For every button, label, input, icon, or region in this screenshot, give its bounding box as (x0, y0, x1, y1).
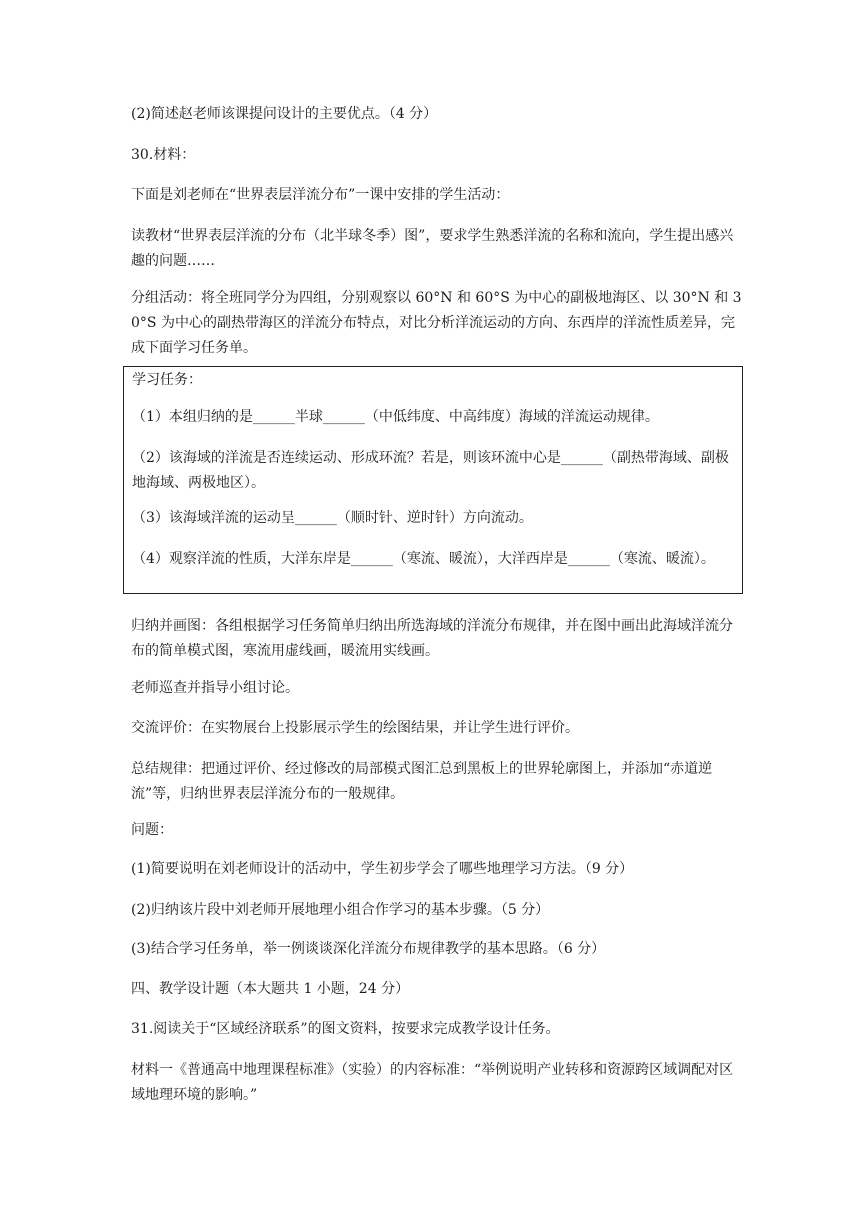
q30-activity-read: 读教材“世界表层洋流的分布（北半球冬季）图”，要求学生熟悉洋流的名称和流向，学生提出感兴趣的问题…… (131, 228, 734, 269)
task-item-2: （2）该海域的洋流是否连续运动、形成环流？若是，则该环流中心是______（副热带海域、副极地海域、两极地区）。 (132, 450, 729, 491)
q30-questions-label: 问题： (131, 822, 173, 838)
task-item-1: （1）本组归纳的是______半球______（中低纬度、中高纬度）海域的洋流运动规律。 (132, 409, 659, 425)
q29-subquestion-2: (2)简述赵老师该课提问设计的主要优点。（4 分） (131, 106, 438, 122)
q30-activity-rule: 总结规律：把通过评价、经过修改的局部模式图汇总到黑板上的世界轮廓图上，并添加“赤道逆流”等，归纳世界表层洋流分布的一般规律。 (131, 761, 713, 802)
q31-prompt: 31.阅读关于“区域经济联系”的图文资料，按要求完成教学设计任务。 (131, 1021, 560, 1037)
q30-activity-exchange: 交流评价：在实物展台上投影展示学生的绘图结果，并让学生进行评价。 (131, 720, 579, 736)
q30-intro: 下面是刘老师在“世界表层洋流分布”一课中安排的学生活动： (131, 187, 510, 203)
q30-activity-group: 分组活动：将全班同学分为四组，分别观察以 60°N 和 60°S 为中心的副极地海区、以 30°N 和 30°S 为中心的副热带海区的洋流分布特点，对比分析洋流运动的方向、东西岸的洋流性质差异，完成下面学习任务单。 (131, 290, 742, 356)
q30-number: 30.材料： (131, 147, 196, 163)
q31-material-1: 材料一《普通高中地理课程标准》（实验）的内容标准：“举例说明产业转移和资源跨区域调配对区域地理环境的影响。” (131, 1062, 734, 1103)
task-sheet-title: 学习任务： (132, 372, 202, 388)
q30-question-2: (2)归纳该片段中刘老师开展地理小组合作学习的基本步骤。（5 分） (131, 902, 550, 918)
section-4-heading: 四、教学设计题（本大题共 1 小题，24 分） (131, 981, 410, 997)
task-item-4: （4）观察洋流的性质，大洋东岸是______（寒流、暖流），大洋西岸是______（寒流、暖流）。 (132, 551, 715, 567)
q30-question-3: (3)结合学习任务单，举一例谈谈深化洋流分布规律教学的基本思路。（6 分） (131, 941, 606, 957)
q30-question-1: (1)简要说明在刘老师设计的活动中，学生初步学会了哪些地理学习方法。（9 分） (131, 861, 634, 877)
task-item-3: （3）该海域洋流的运动呈______（顺时针、逆时针）方向流动。 (132, 510, 533, 526)
q30-activity-teacher: 老师巡查并指导小组讨论。 (131, 680, 299, 696)
learning-task-sheet (123, 366, 743, 594)
q30-activity-summary: 归纳并画图：各组根据学习任务简单归纳出所选海域的洋流分布规律，并在图中画出此海域洋流分布的简单模式图，寒流用虚线画，暖流用实线画。 (131, 618, 733, 659)
